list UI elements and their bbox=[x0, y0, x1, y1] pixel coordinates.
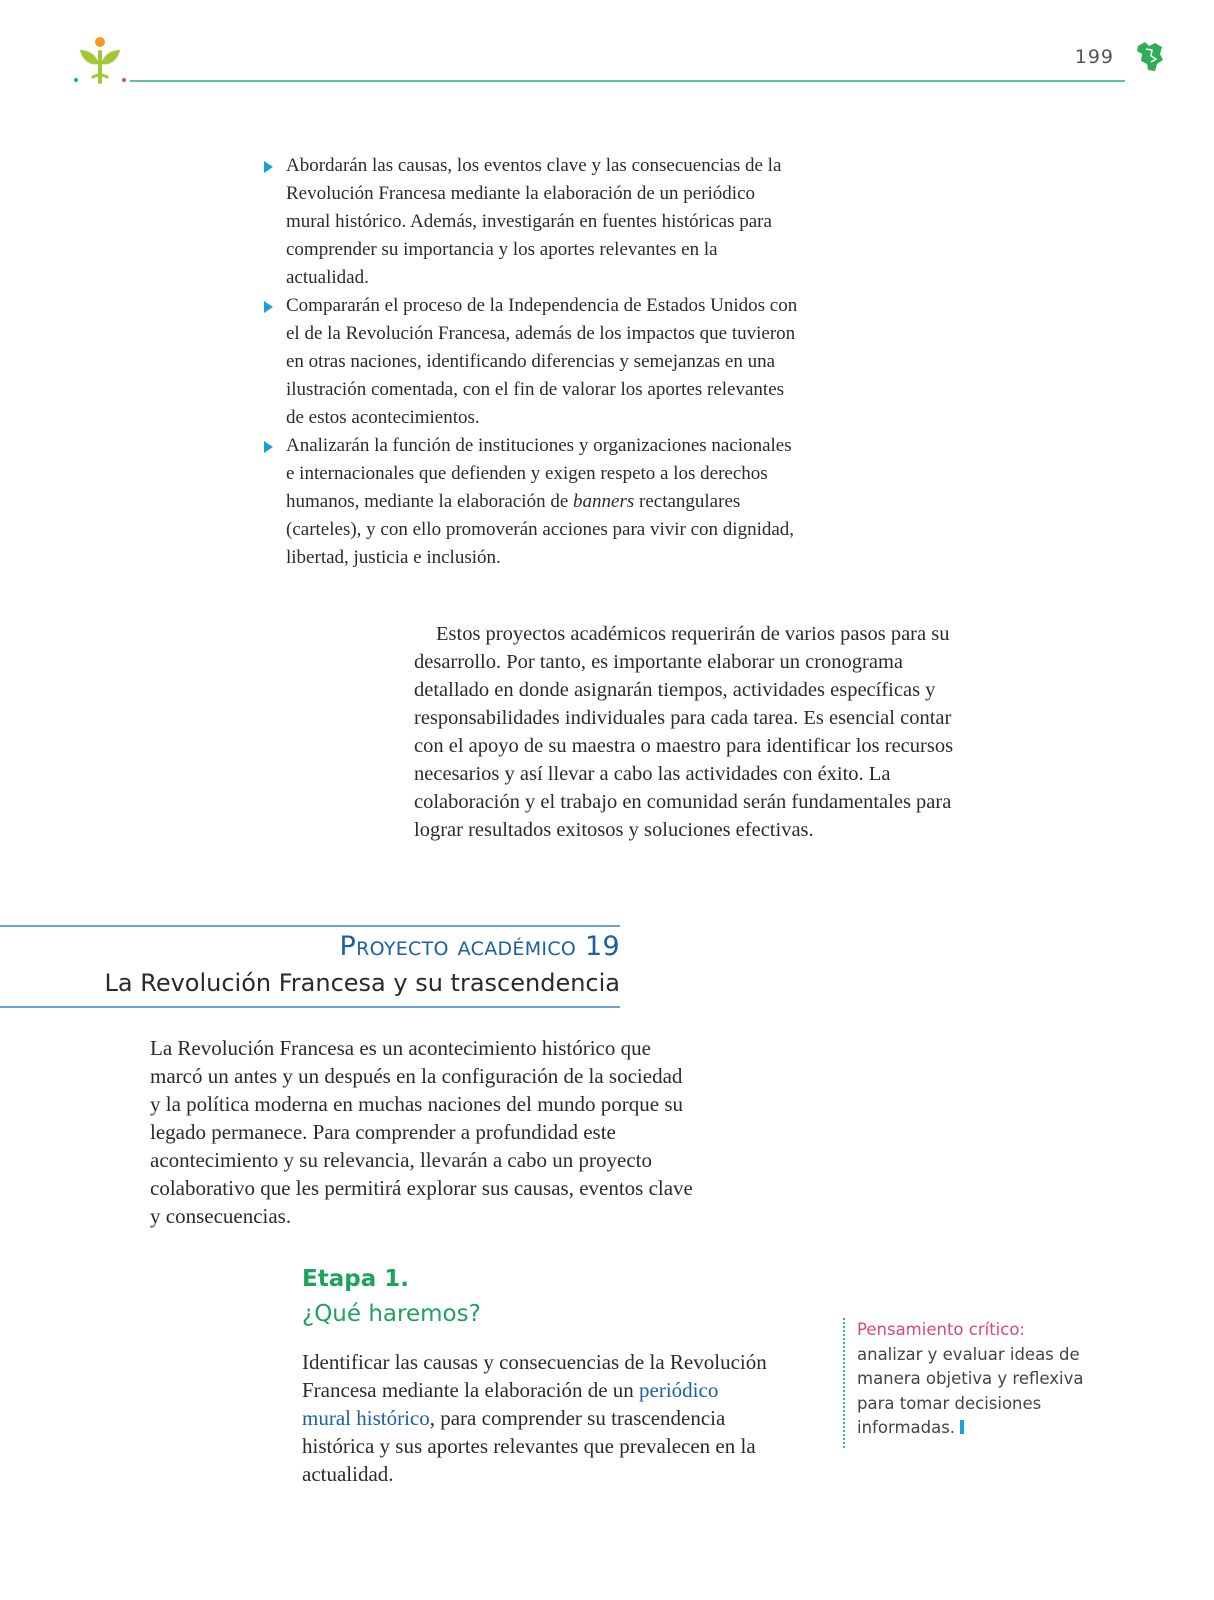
stage-title: Etapa 1. bbox=[302, 1266, 409, 1292]
bullet-text: Abordarán las causas, los eventos clave y las consecuencias de la Revolución Francesa mediante la elaboración de un periódico mural histórico. Además, investigarán en fuentes históricas para comprender su importancia y los aportes relevantes en la actualidad. bbox=[286, 155, 782, 288]
green-map-shape-icon bbox=[1135, 40, 1165, 74]
sprout-figure-logo-icon bbox=[72, 34, 128, 86]
list-item bbox=[262, 152, 802, 292]
page-number: 199 bbox=[1074, 46, 1114, 68]
stage-text-start: Identificar las causas y consecuencias de la Revolución Francesa mediante la elaboración de un bbox=[302, 1350, 767, 1402]
bullet-text-start: Analizarán la función de instituciones y organizaciones nacionales e internacionales que defienden y exigen respeto a los derechos humanos, mediante la elaboración de bbox=[286, 435, 792, 512]
glossary-definition: analizar y evaluar ideas de manera objetiva y reflexiva para tomar decisiones informadas. bbox=[857, 1344, 1084, 1437]
intro-paragraph: Estos proyectos académicos requerirán de varios pasos para su desarrollo. Por tanto, es importante elaborar un cronograma detallado en donde asignarán tiempos, actividades específicas y responsabilidades individuales para cada tarea. Es esencial contar con el apoyo de su maestra o maestro para identificar los recursos necesarios y así llevar a cabo las actividades con éxito. La colaboración y el trabajo en comunidad serán fundamentales para lograr resultados exitosos y soluciones efectivas. bbox=[414, 623, 954, 841]
bullet-text-end: rectangulares (carteles), y con ello promoverán acciones para vivir con dignidad, libertad, justicia e inclusión. bbox=[286, 491, 795, 568]
project-paragraph: La Revolución Francesa es un acontecimiento histórico que marcó un antes y un después en la configuración de la sociedad y la política moderna en muchas naciones del mundo porque su legado permanece. Para comprender a profundidad este acontecimiento y su relevancia, llevarán a cabo un proyecto colaborativo que les permitirá explorar sus causas, eventos clave y consecuencias. bbox=[150, 1036, 693, 1228]
triangle-bullet-icon bbox=[264, 161, 273, 173]
stage-subtitle: ¿Qué haremos? bbox=[302, 1301, 481, 1327]
end-mark-icon bbox=[960, 1420, 964, 1434]
list-item bbox=[262, 292, 802, 432]
bullet-italic-term: banners bbox=[573, 491, 635, 512]
banner-bottom-rule bbox=[0, 1006, 620, 1008]
glossary-sidebar bbox=[843, 1318, 1107, 1448]
stage-paragraph bbox=[302, 1348, 767, 1488]
project-label: Proyecto académico 19 bbox=[339, 931, 620, 962]
header-rule bbox=[130, 80, 1125, 82]
project-title: La Revolución Francesa y su trascendencia bbox=[104, 969, 620, 997]
stage-text-end: , para comprender su trascendencia histórica y sus aportes relevantes que prevalecen en la actualidad. bbox=[302, 1406, 756, 1486]
list-item bbox=[262, 432, 802, 572]
glossary-term-link: periódico mural histórico bbox=[302, 1378, 719, 1430]
bullet-text: Compararán el proceso de la Independencia de Estados Unidos con el de la Revolución Francesa, además de los impactos que tuvieron en otras naciones, identificando diferencias y semejanzas en una ilustración comentada, con el fin de valorar los aportes relevantes de estos acontecimientos. bbox=[286, 295, 798, 428]
objectives-list bbox=[262, 152, 802, 572]
glossary-term: Pensamiento crítico: bbox=[857, 1320, 1025, 1339]
triangle-bullet-icon bbox=[264, 301, 273, 313]
banner-top-rule bbox=[0, 925, 620, 927]
triangle-bullet-icon bbox=[264, 441, 273, 453]
